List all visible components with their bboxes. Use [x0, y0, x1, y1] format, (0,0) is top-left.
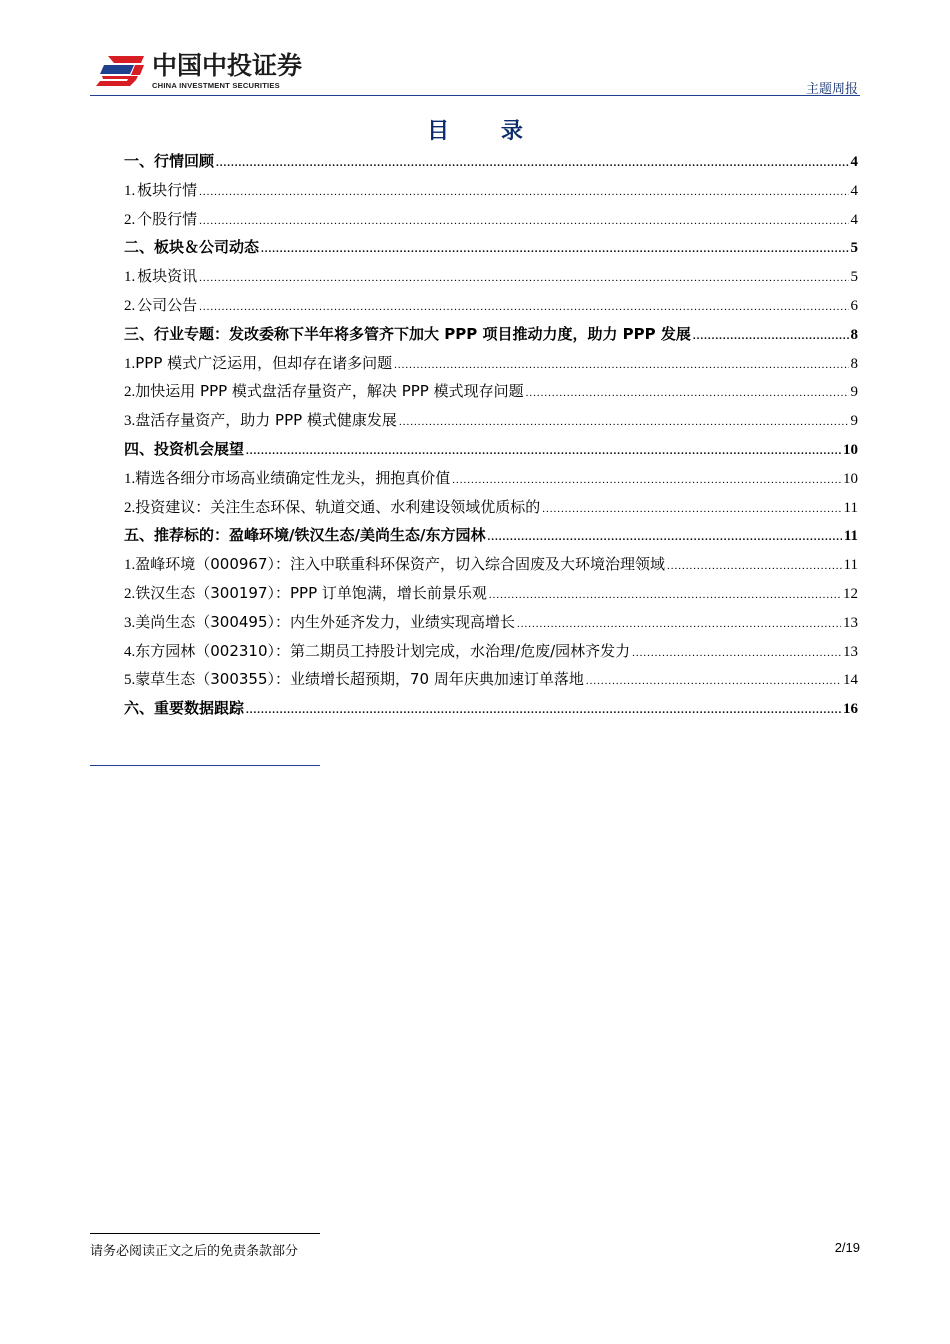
toc-entry-title: 板块＆公司动态: [154, 238, 260, 257]
toc-entry-page: 8: [850, 355, 858, 372]
toc-entry-title: 板块资讯: [137, 267, 198, 286]
toc-entry-page: 10: [843, 441, 858, 458]
toc-entry-title: 蒙草生态（300355）：业绩增长超预期，70 周年庆典加速订单落地: [135, 670, 584, 689]
toc-leader-dots: [632, 639, 841, 668]
logo-chinese-name: 中国中投证券: [152, 51, 303, 80]
toc-entry-title: 推荐标的：盈峰环境/铁汉生态/美尚生态/东方园林: [154, 526, 486, 545]
toc-leader-dots: [246, 437, 841, 466]
toc-entry-number: 3.: [124, 413, 136, 430]
footnote-divider: [90, 765, 320, 766]
toc-entry-title: 精选各细分市场高业绩确定性龙头，拥抱真价值: [135, 468, 451, 487]
toc-entry[interactable]: [124, 550, 858, 579]
toc-entry-page: 6: [850, 297, 858, 314]
toc-entry-title: 行情回顾: [154, 152, 215, 170]
toc-entry-page: 4: [850, 182, 858, 199]
toc-entry-title: 行业专题：发改委称下半年将多管齐下加大 PPP 项目推动力度，助力 PPP 发展: [154, 324, 691, 343]
toc-entry-number: 二、: [124, 238, 155, 257]
toc-entry-page: 16: [843, 701, 858, 718]
toc-entry-page: 9: [850, 413, 858, 430]
toc-leader-dots: [199, 264, 848, 293]
toc-entry[interactable]: [124, 377, 858, 406]
toc-entry[interactable]: [124, 608, 858, 637]
toc-entry-number: 4.: [124, 643, 136, 660]
toc-leader-dots: [526, 379, 849, 408]
toc-entry-title: 铁汉生态（300197）：PPP 订单饱满，增长前景乐观: [135, 583, 487, 602]
toc-entry-number: 三、: [124, 324, 155, 343]
toc-entry-number: 2.: [124, 384, 136, 401]
toc-leader-dots: [261, 235, 848, 264]
toc-entry-number: 2.: [124, 585, 136, 602]
toc-entry-title: 盘活存量资产，助力 PPP 模式健康发展: [135, 411, 397, 430]
toc-entry[interactable]: [124, 176, 858, 205]
toc-entry-page: 11: [843, 557, 858, 574]
toc-entry[interactable]: [124, 233, 858, 262]
toc-leader-dots: [452, 466, 841, 495]
logo-english-name: CHINA INVESTMENT SECURITIES: [152, 81, 280, 90]
toc-entry-title: 投资建议：关注生态环保、轨道交通、水利建设领域优质标的: [135, 497, 541, 516]
toc-title: 目 录: [427, 119, 545, 144]
toc-entry[interactable]: [124, 406, 858, 435]
toc-entry[interactable]: [124, 579, 858, 608]
logo-mark-icon: [94, 54, 146, 88]
toc-entry[interactable]: [124, 291, 858, 320]
toc-entry-title: 板块行情: [137, 180, 198, 199]
toc-entry-number: 四、: [124, 439, 155, 458]
toc-entry-title: 重要数据跟踪: [154, 699, 245, 718]
toc-leader-dots: [246, 696, 841, 725]
toc-leader-dots: [394, 351, 848, 380]
toc-leader-dots: [693, 322, 849, 351]
toc-leader-dots: [487, 523, 841, 552]
toc-entry-number: 5.: [124, 672, 136, 689]
table-of-contents: [124, 147, 858, 723]
toc-leader-dots: [399, 408, 849, 437]
toc-leader-dots: [517, 610, 841, 639]
toc-entry-number: 1.: [124, 557, 136, 574]
page-number: 2/19: [834, 1240, 860, 1255]
toc-entry-page: 12: [843, 585, 858, 602]
toc-entry-page: 14: [843, 672, 858, 689]
header-divider: [90, 95, 860, 96]
toc-entry-page: 4: [850, 211, 858, 228]
toc-entry[interactable]: [124, 205, 858, 234]
toc-leader-dots: [199, 293, 848, 322]
toc-entry-page: 11: [843, 528, 858, 545]
toc-entry-number: 1.: [124, 182, 136, 199]
toc-entry-number: 1.: [124, 470, 136, 487]
toc-entry-title: PPP 模式广泛运用，但却存在诸多问题: [135, 353, 393, 372]
toc-entry-number: 六、: [124, 699, 155, 718]
toc-entry-title: 个股行情: [137, 209, 198, 228]
toc-entry[interactable]: [124, 147, 858, 176]
toc-entry-page: 5: [850, 240, 858, 257]
toc-entry-page: 8: [850, 326, 858, 343]
toc-entry-page: 4: [850, 154, 858, 170]
report-type-label: 主题周报: [805, 82, 858, 97]
toc-entry-number: 一、: [124, 152, 155, 170]
footer-divider: [90, 1233, 320, 1234]
toc-entry-title: 美尚生态（300495）：内生外延齐发力，业绩实现高增长: [135, 612, 516, 631]
toc-entry[interactable]: [124, 464, 858, 493]
toc-entry[interactable]: [124, 521, 858, 550]
toc-entry-title: 投资机会展望: [154, 439, 245, 458]
toc-entry-number: 2.: [124, 499, 136, 516]
toc-entry-page: 13: [843, 643, 858, 660]
toc-leader-dots: [489, 581, 841, 610]
toc-entry[interactable]: [124, 435, 858, 464]
toc-entry[interactable]: [124, 349, 858, 378]
toc-entry-title: 加快运用 PPP 模式盘活存量资产，解决 PPP 模式现存问题: [135, 382, 524, 401]
toc-leader-dots: [216, 149, 848, 178]
toc-entry-number: 2.: [124, 297, 136, 314]
toc-leader-dots: [586, 667, 841, 696]
toc-entry-title: 公司公告: [137, 295, 198, 314]
toc-entry-page: 5: [850, 269, 858, 286]
toc-entry-number: 1.: [124, 269, 136, 286]
toc-entry-page: 13: [843, 614, 858, 631]
toc-entry[interactable]: [124, 320, 858, 349]
toc-entry[interactable]: [124, 694, 858, 723]
toc-entry-number: 五、: [124, 526, 155, 545]
footer-disclaimer: 请务必阅读正文之后的免责条款部分: [90, 1244, 299, 1259]
toc-leader-dots: [542, 495, 841, 524]
toc-entry-page: 9: [850, 384, 858, 401]
toc-entry-number: 1.: [124, 355, 136, 372]
company-logo: [94, 52, 334, 92]
toc-leader-dots: [667, 552, 842, 581]
toc-entry[interactable]: [124, 262, 858, 291]
toc-entry-page: 11: [843, 499, 858, 516]
toc-leader-dots: [199, 207, 848, 236]
toc-entry[interactable]: [124, 637, 858, 666]
toc-entry[interactable]: [124, 665, 858, 694]
toc-leader-dots: [199, 178, 848, 207]
toc-entry-title: 盈峰环境（000967）：注入中联重科环保资产，切入综合固废及大环境治理领域: [135, 555, 666, 574]
toc-entry-number: 2.: [124, 211, 136, 228]
toc-entry-number: 3.: [124, 614, 136, 631]
toc-entry-title: 东方园林（002310）：第二期员工持股计划完成，水治理/危废/园林齐发力: [135, 641, 631, 660]
toc-entry[interactable]: [124, 493, 858, 522]
toc-entry-page: 10: [843, 470, 858, 487]
